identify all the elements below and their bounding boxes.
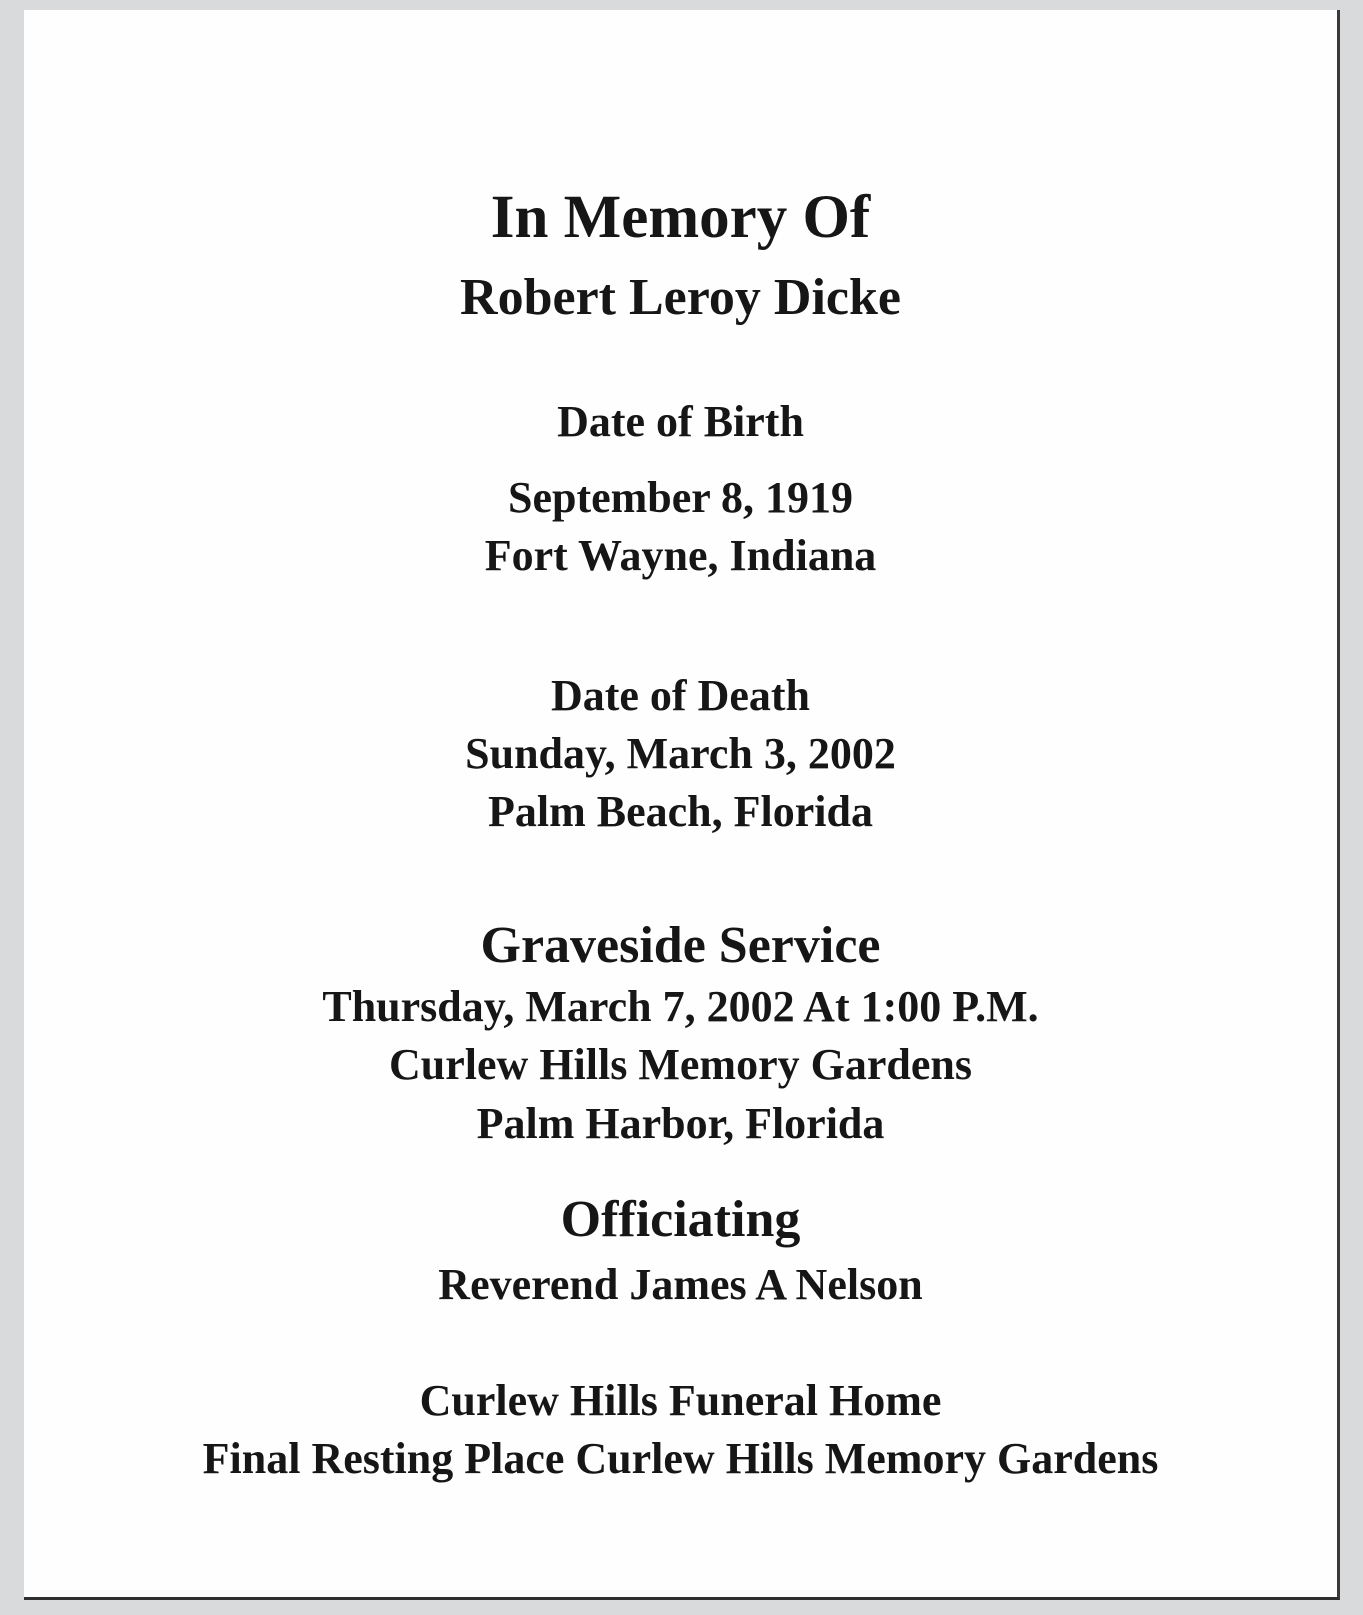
birth-date: September 8, 1919 xyxy=(507,473,854,522)
birth-label: Date of Birth xyxy=(557,397,804,446)
service-place: Palm Harbor, Florida xyxy=(476,1099,885,1148)
service-heading: Graveside Service xyxy=(480,917,881,974)
officiating-heading: Officiating xyxy=(560,1191,801,1248)
death-label: Date of Death xyxy=(550,671,811,720)
resting-place: Final Resting Place Curlew Hills Memory Gardens xyxy=(202,1434,1159,1483)
death-date: Sunday, March 3, 2002 xyxy=(465,729,896,778)
memorial-card xyxy=(24,10,1340,1600)
death-place: Palm Beach, Florida xyxy=(488,787,873,836)
deceased-name: Robert Leroy Dicke xyxy=(460,269,901,326)
service-datetime: Thursday, March 7, 2002 At 1:00 P.M. xyxy=(322,982,1039,1031)
service-venue: Curlew Hills Memory Gardens xyxy=(389,1040,972,1089)
officiant-name: Reverend James A Nelson xyxy=(438,1260,923,1309)
funeral-home: Curlew Hills Funeral Home xyxy=(419,1376,942,1425)
card-title: In Memory Of xyxy=(490,184,871,251)
birth-place: Fort Wayne, Indiana xyxy=(484,531,877,580)
